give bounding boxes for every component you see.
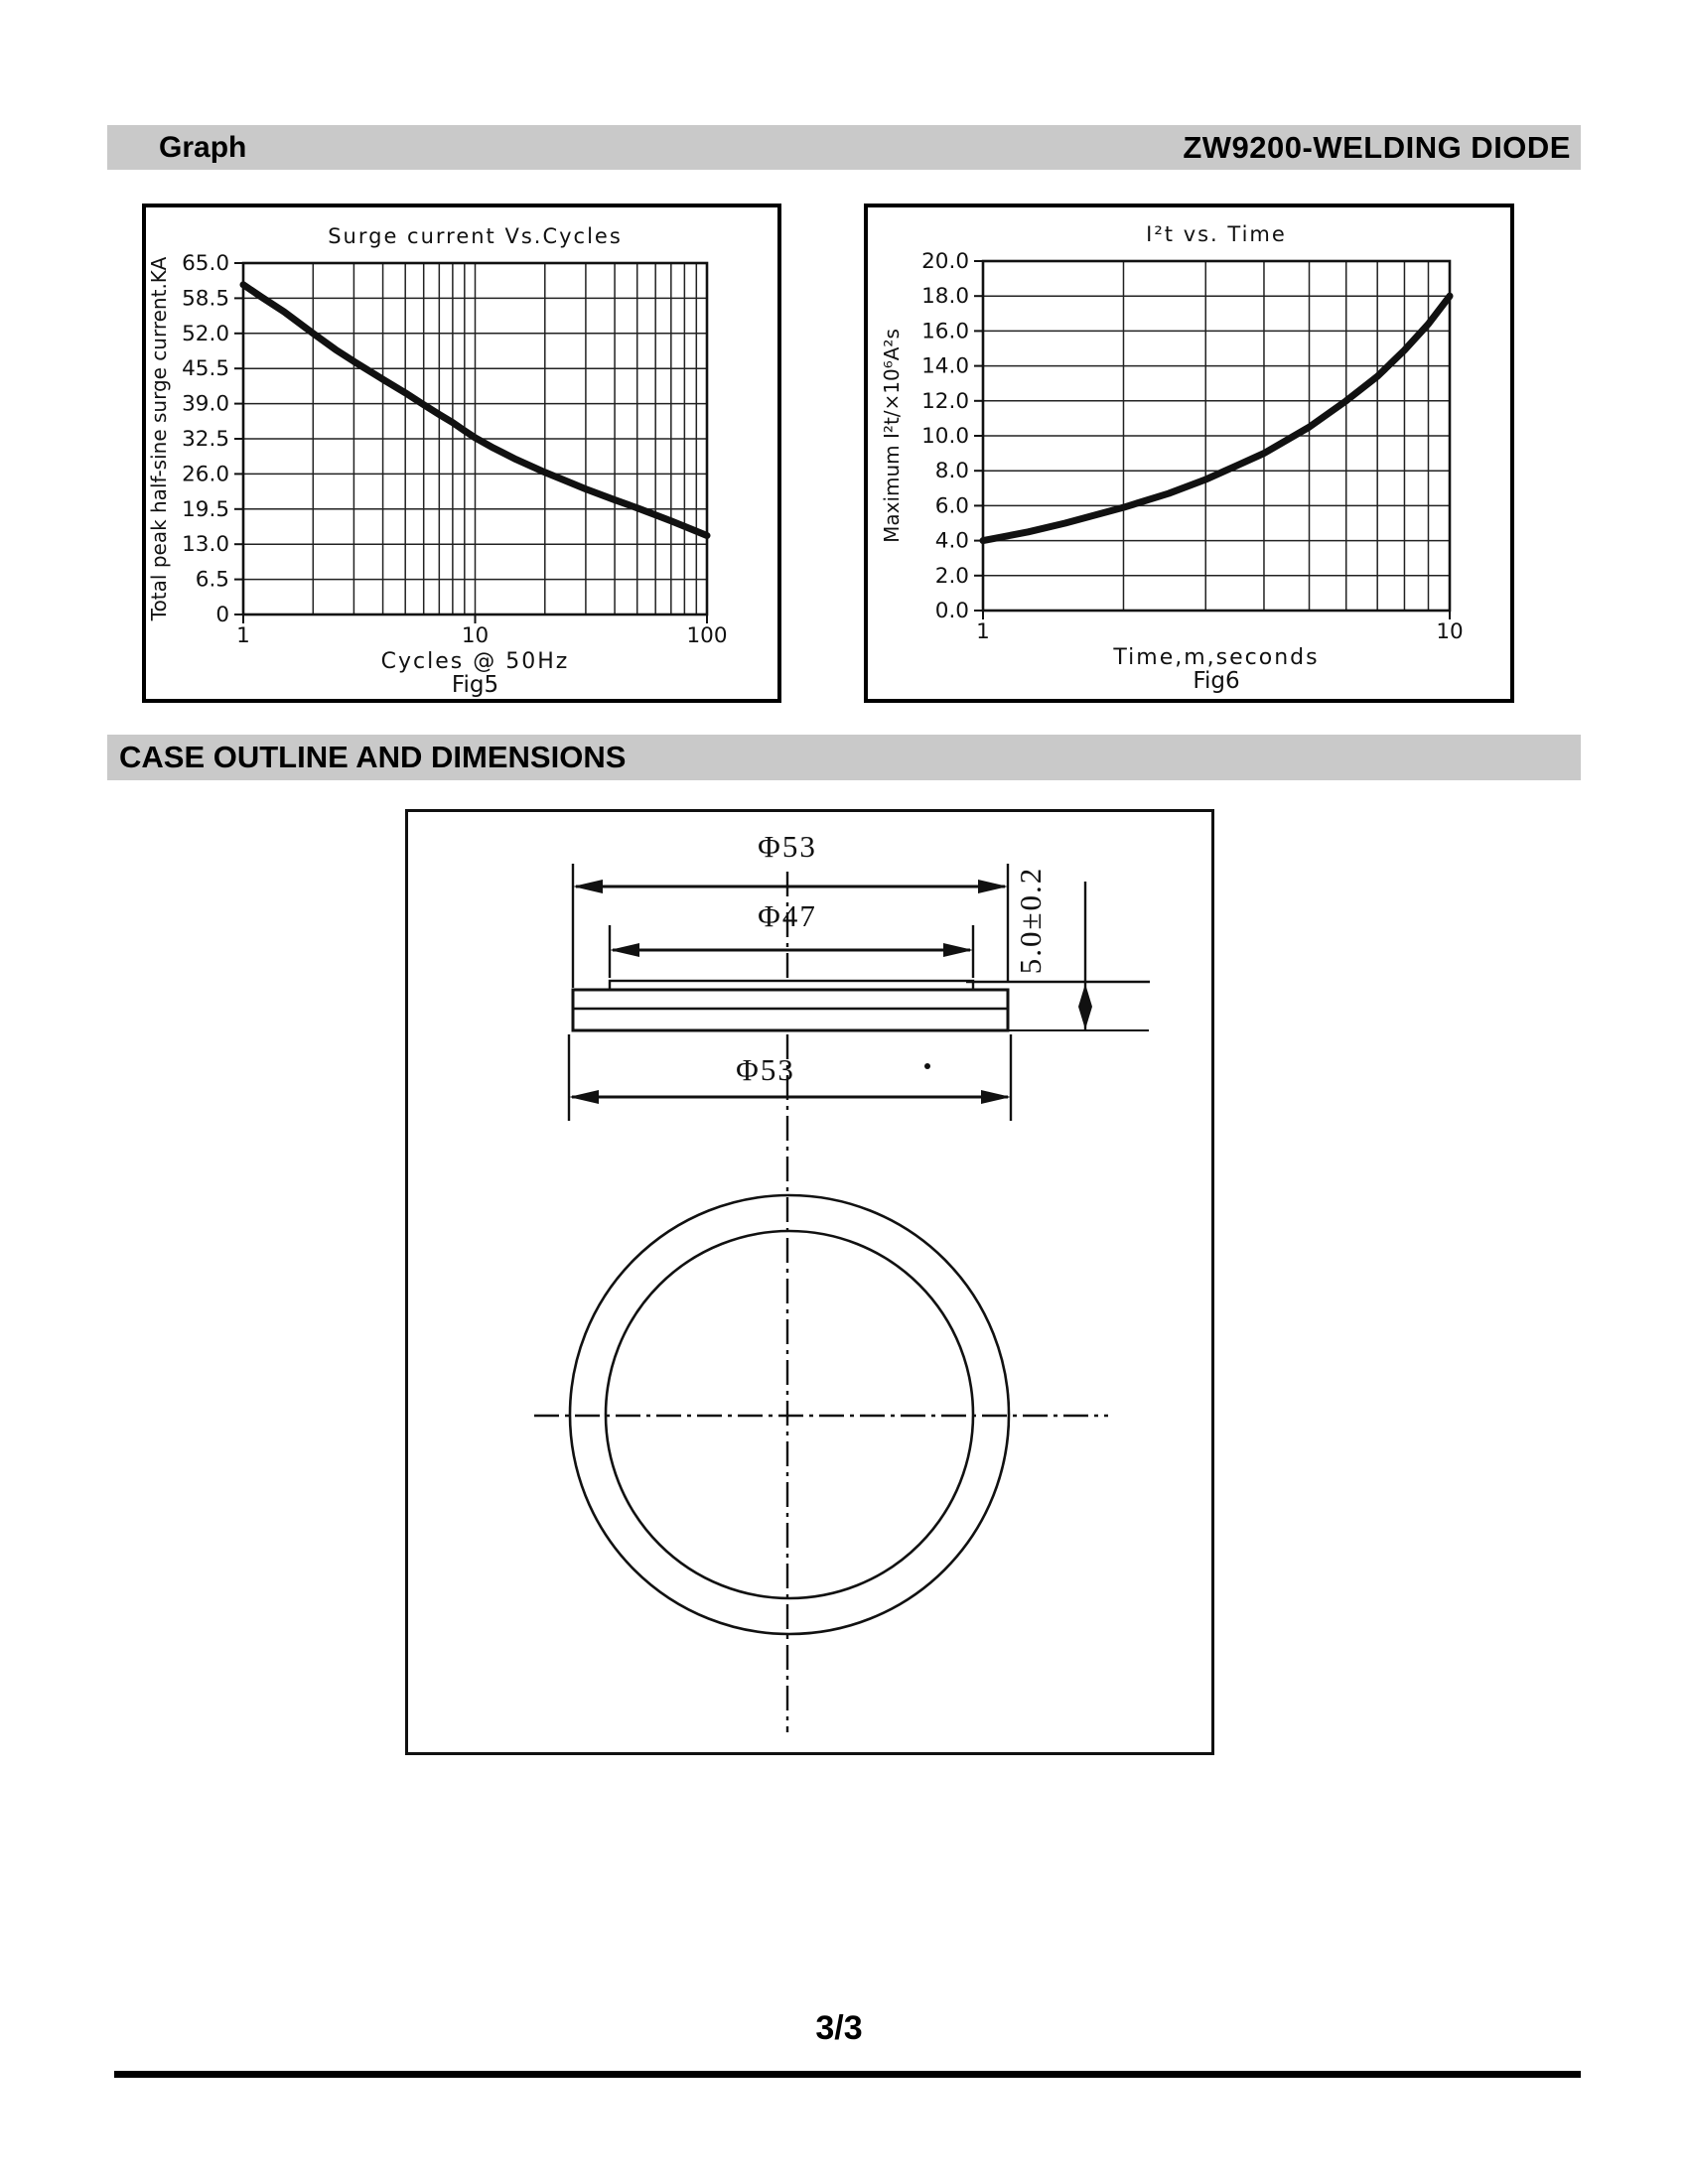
fig6-chart [868,207,1510,699]
y-tick-label: 8.0 [934,459,969,484]
x-tick-label: 10 [1436,619,1464,644]
data-curve [983,296,1450,540]
y-tick-label: 14.0 [921,353,969,379]
footer-rule [114,2071,1581,2078]
x-tick-label: 100 [686,623,728,648]
chart-title: Surge current Vs.Cycles [328,224,623,248]
y-tick-label: 12.0 [921,388,969,414]
y-tick-label: 39.0 [182,391,229,417]
dim-label-bottom-diameter: Φ53 [736,1052,795,1087]
x-axis-label: Cycles @ 50Hz [380,649,570,674]
figure-caption: Fig6 [1193,668,1240,694]
y-tick-label: 32.5 [182,427,229,452]
x-tick-label: 10 [461,623,490,648]
y-tick-label: 52.0 [182,321,229,346]
y-tick-label: 4.0 [934,528,969,554]
y-tick-label: 19.5 [182,496,229,522]
part-number-title: ZW9200-WELDING DIODE [1183,129,1571,165]
y-tick-label: 13.0 [182,532,229,558]
y-tick-label: 6.0 [934,493,969,519]
chart-title: I²t vs. Time [1146,222,1287,246]
y-tick-label: 45.5 [182,356,229,382]
y-tick-label: 18.0 [921,284,969,310]
y-axis-label: Maximum I²t/×10⁶A²s [880,329,904,543]
header-bar [107,125,1581,170]
drawing-border [407,811,1213,1754]
case-outline-drawing [405,809,1214,1755]
y-tick-label: 0.0 [934,599,969,623]
page-number: 3/3 [815,2009,863,2047]
y-tick-label: 58.5 [182,286,229,312]
page-section-title: Graph [159,130,247,164]
section-header-bar [107,735,1581,780]
y-tick-label: 6.5 [195,567,229,593]
y-tick-label: 26.0 [182,462,229,487]
x-tick-label: 1 [976,619,990,644]
fig5-chart [146,207,777,699]
stray-dot [924,1063,930,1069]
y-tick-label: 2.0 [934,563,969,589]
dim-label-top-diameter: Φ53 [758,829,817,864]
fig5-frame [142,204,781,703]
x-tick-label: 1 [236,623,250,648]
figure-caption: Fig5 [451,672,499,698]
dim-label-inner-diameter: Φ47 [758,898,817,933]
y-tick-label: 0 [215,603,229,627]
x-axis-label: Time,m,seconds [1113,645,1320,670]
fig6-frame [864,204,1514,703]
y-tick-label: 65.0 [182,251,229,276]
disc-body [573,990,1008,1030]
y-tick-label: 10.0 [921,424,969,449]
section-header-title: CASE OUTLINE AND DIMENSIONS [119,740,627,774]
y-tick-label: 20.0 [921,249,969,274]
y-axis-label: Total peak half-sine surge current.KA [147,256,171,621]
case-outline-svg [405,809,1214,1755]
y-tick-label: 16.0 [921,319,969,344]
dim-label-thickness: 5.0±0.2 [1013,866,1048,975]
